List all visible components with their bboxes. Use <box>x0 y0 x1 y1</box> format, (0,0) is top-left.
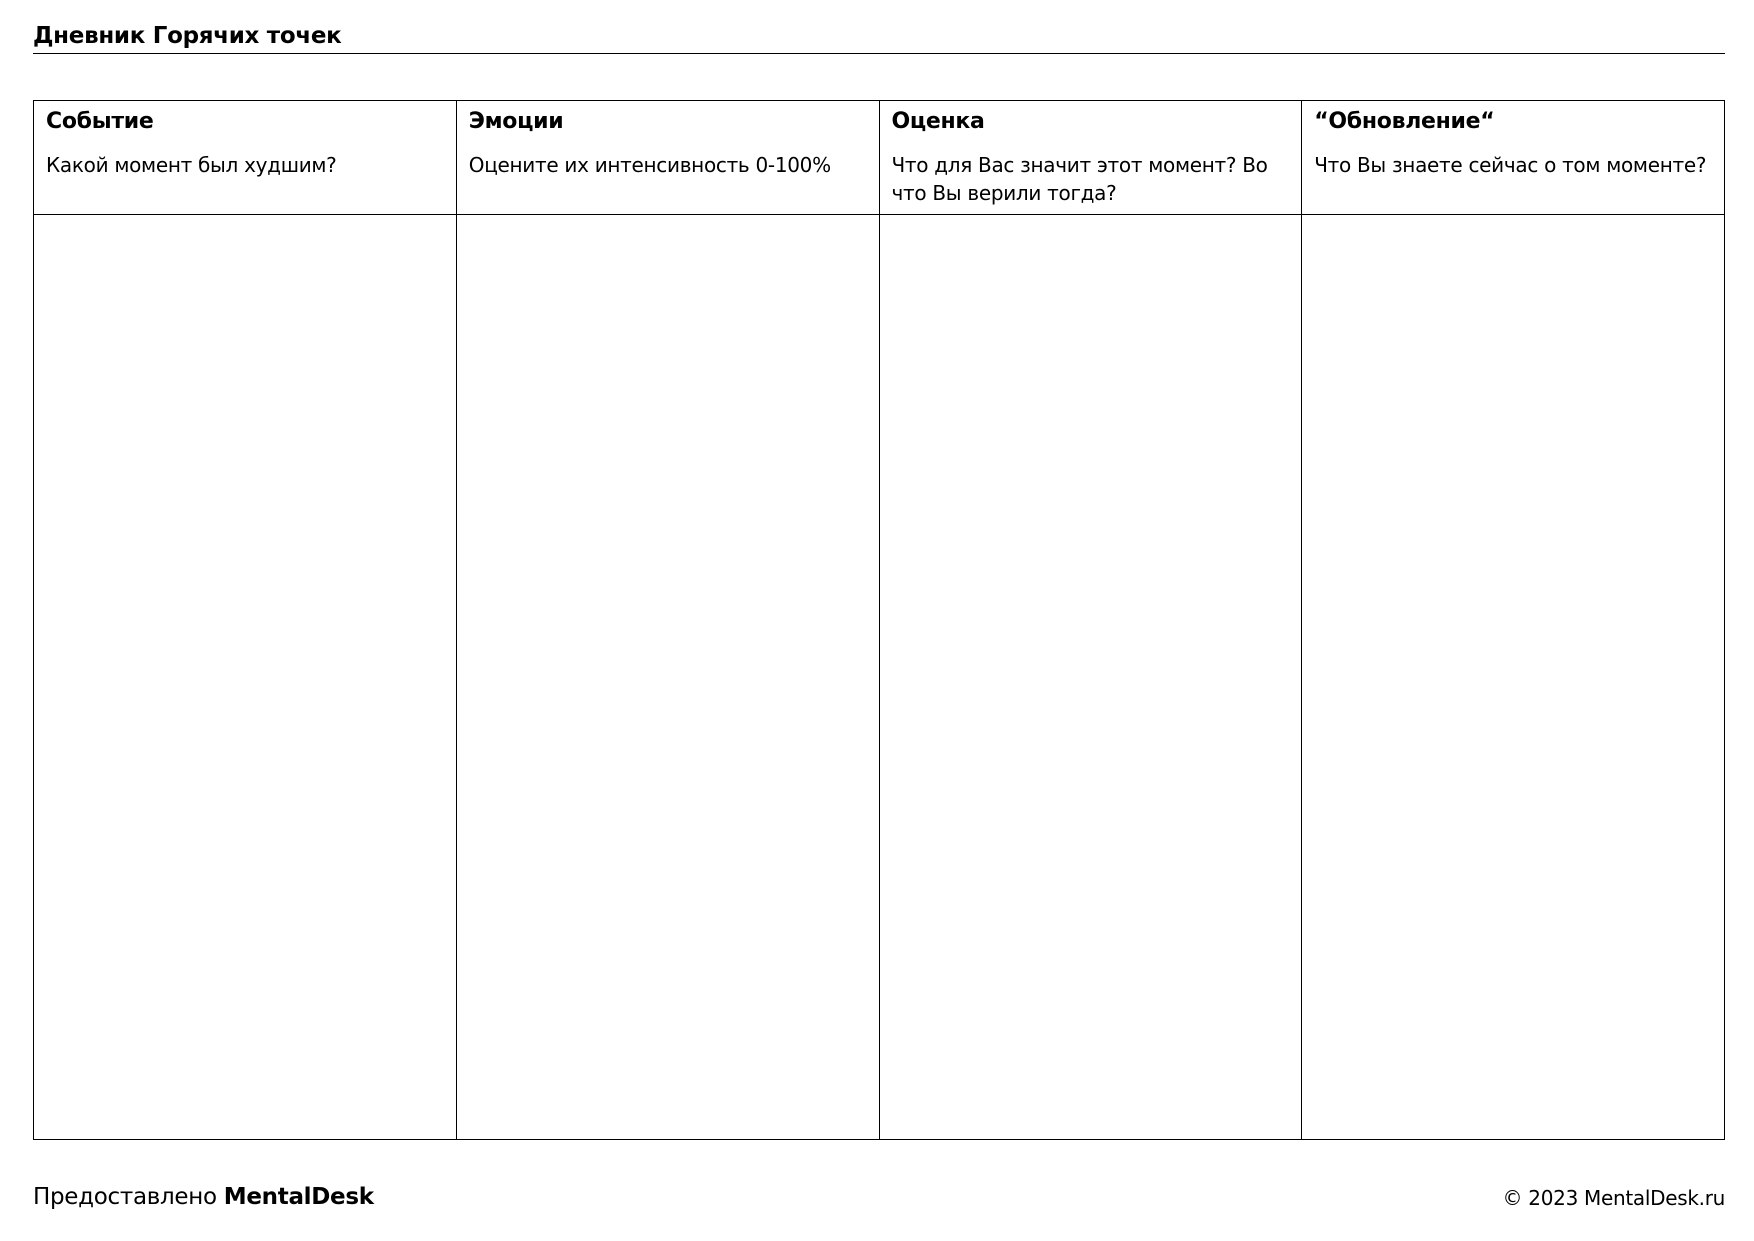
title-divider <box>33 53 1725 54</box>
provided-by <box>33 1181 374 1213</box>
column-prompt: Какой момент был худшим? <box>46 153 337 177</box>
column-header-update <box>1302 101 1725 215</box>
column-title: Событие <box>46 109 154 134</box>
copyright-notice: © 2023 MentalDesk.ru <box>1502 1186 1725 1210</box>
column-header-appraisal <box>879 101 1302 215</box>
column-title: Оценка <box>891 109 985 134</box>
column-title: Эмоции <box>468 109 564 134</box>
table-entry-row <box>34 215 1725 1140</box>
entry-cell-appraisal[interactable] <box>879 215 1302 1140</box>
column-prompt: Что Вы знаете сейчас о том моменте? <box>1314 153 1707 177</box>
column-header-event <box>34 101 457 215</box>
table-header-row <box>34 101 1725 215</box>
entry-cell-event[interactable] <box>34 215 457 1140</box>
page-title: Дневник Горячих точек <box>33 23 342 49</box>
provided-by-label: Предоставлено <box>33 1184 217 1210</box>
column-header-emotions <box>456 101 879 215</box>
entry-cell-update[interactable] <box>1302 215 1725 1140</box>
hot-spots-table <box>33 100 1725 1140</box>
column-prompt: Что для Вас значит этот момент? Во что Вы верили тогда? <box>891 153 1268 205</box>
brand-name: MentalDesk <box>223 1184 374 1210</box>
entry-cell-emotions[interactable] <box>456 215 879 1140</box>
column-title: “Обновление“ <box>1314 109 1495 134</box>
column-prompt: Оцените их интенсивность 0-100% <box>468 153 831 177</box>
